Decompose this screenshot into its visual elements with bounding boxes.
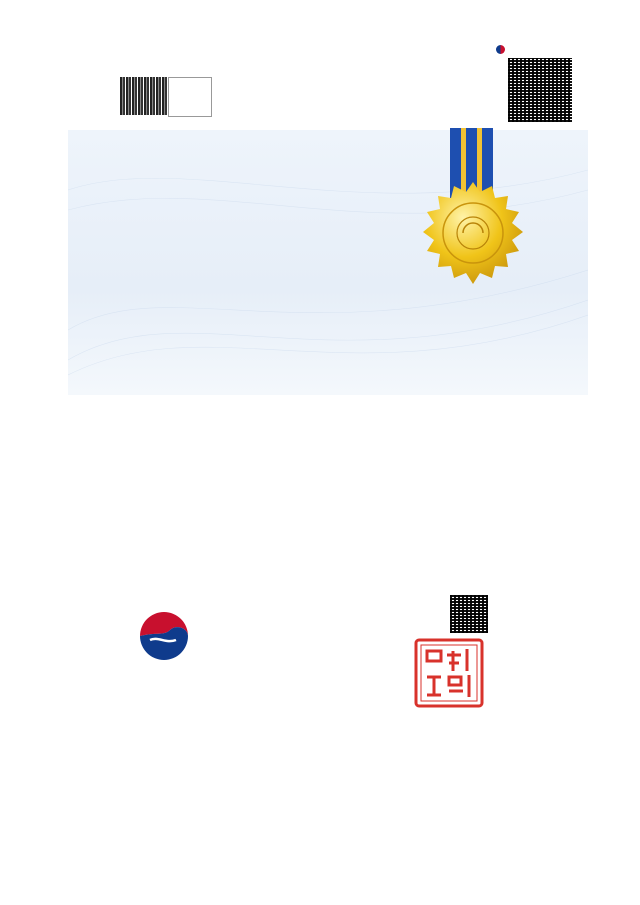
kipo-logo-icon [132, 610, 196, 660]
barcode [120, 77, 168, 115]
verification-qr-code[interactable] [450, 595, 488, 633]
header-qr-code [508, 58, 572, 122]
header-qr-block [496, 44, 576, 128]
barcode-blank [168, 77, 212, 117]
gold-medal [418, 180, 528, 290]
official-seal [413, 637, 485, 709]
kipo-mini-icon [496, 45, 505, 54]
